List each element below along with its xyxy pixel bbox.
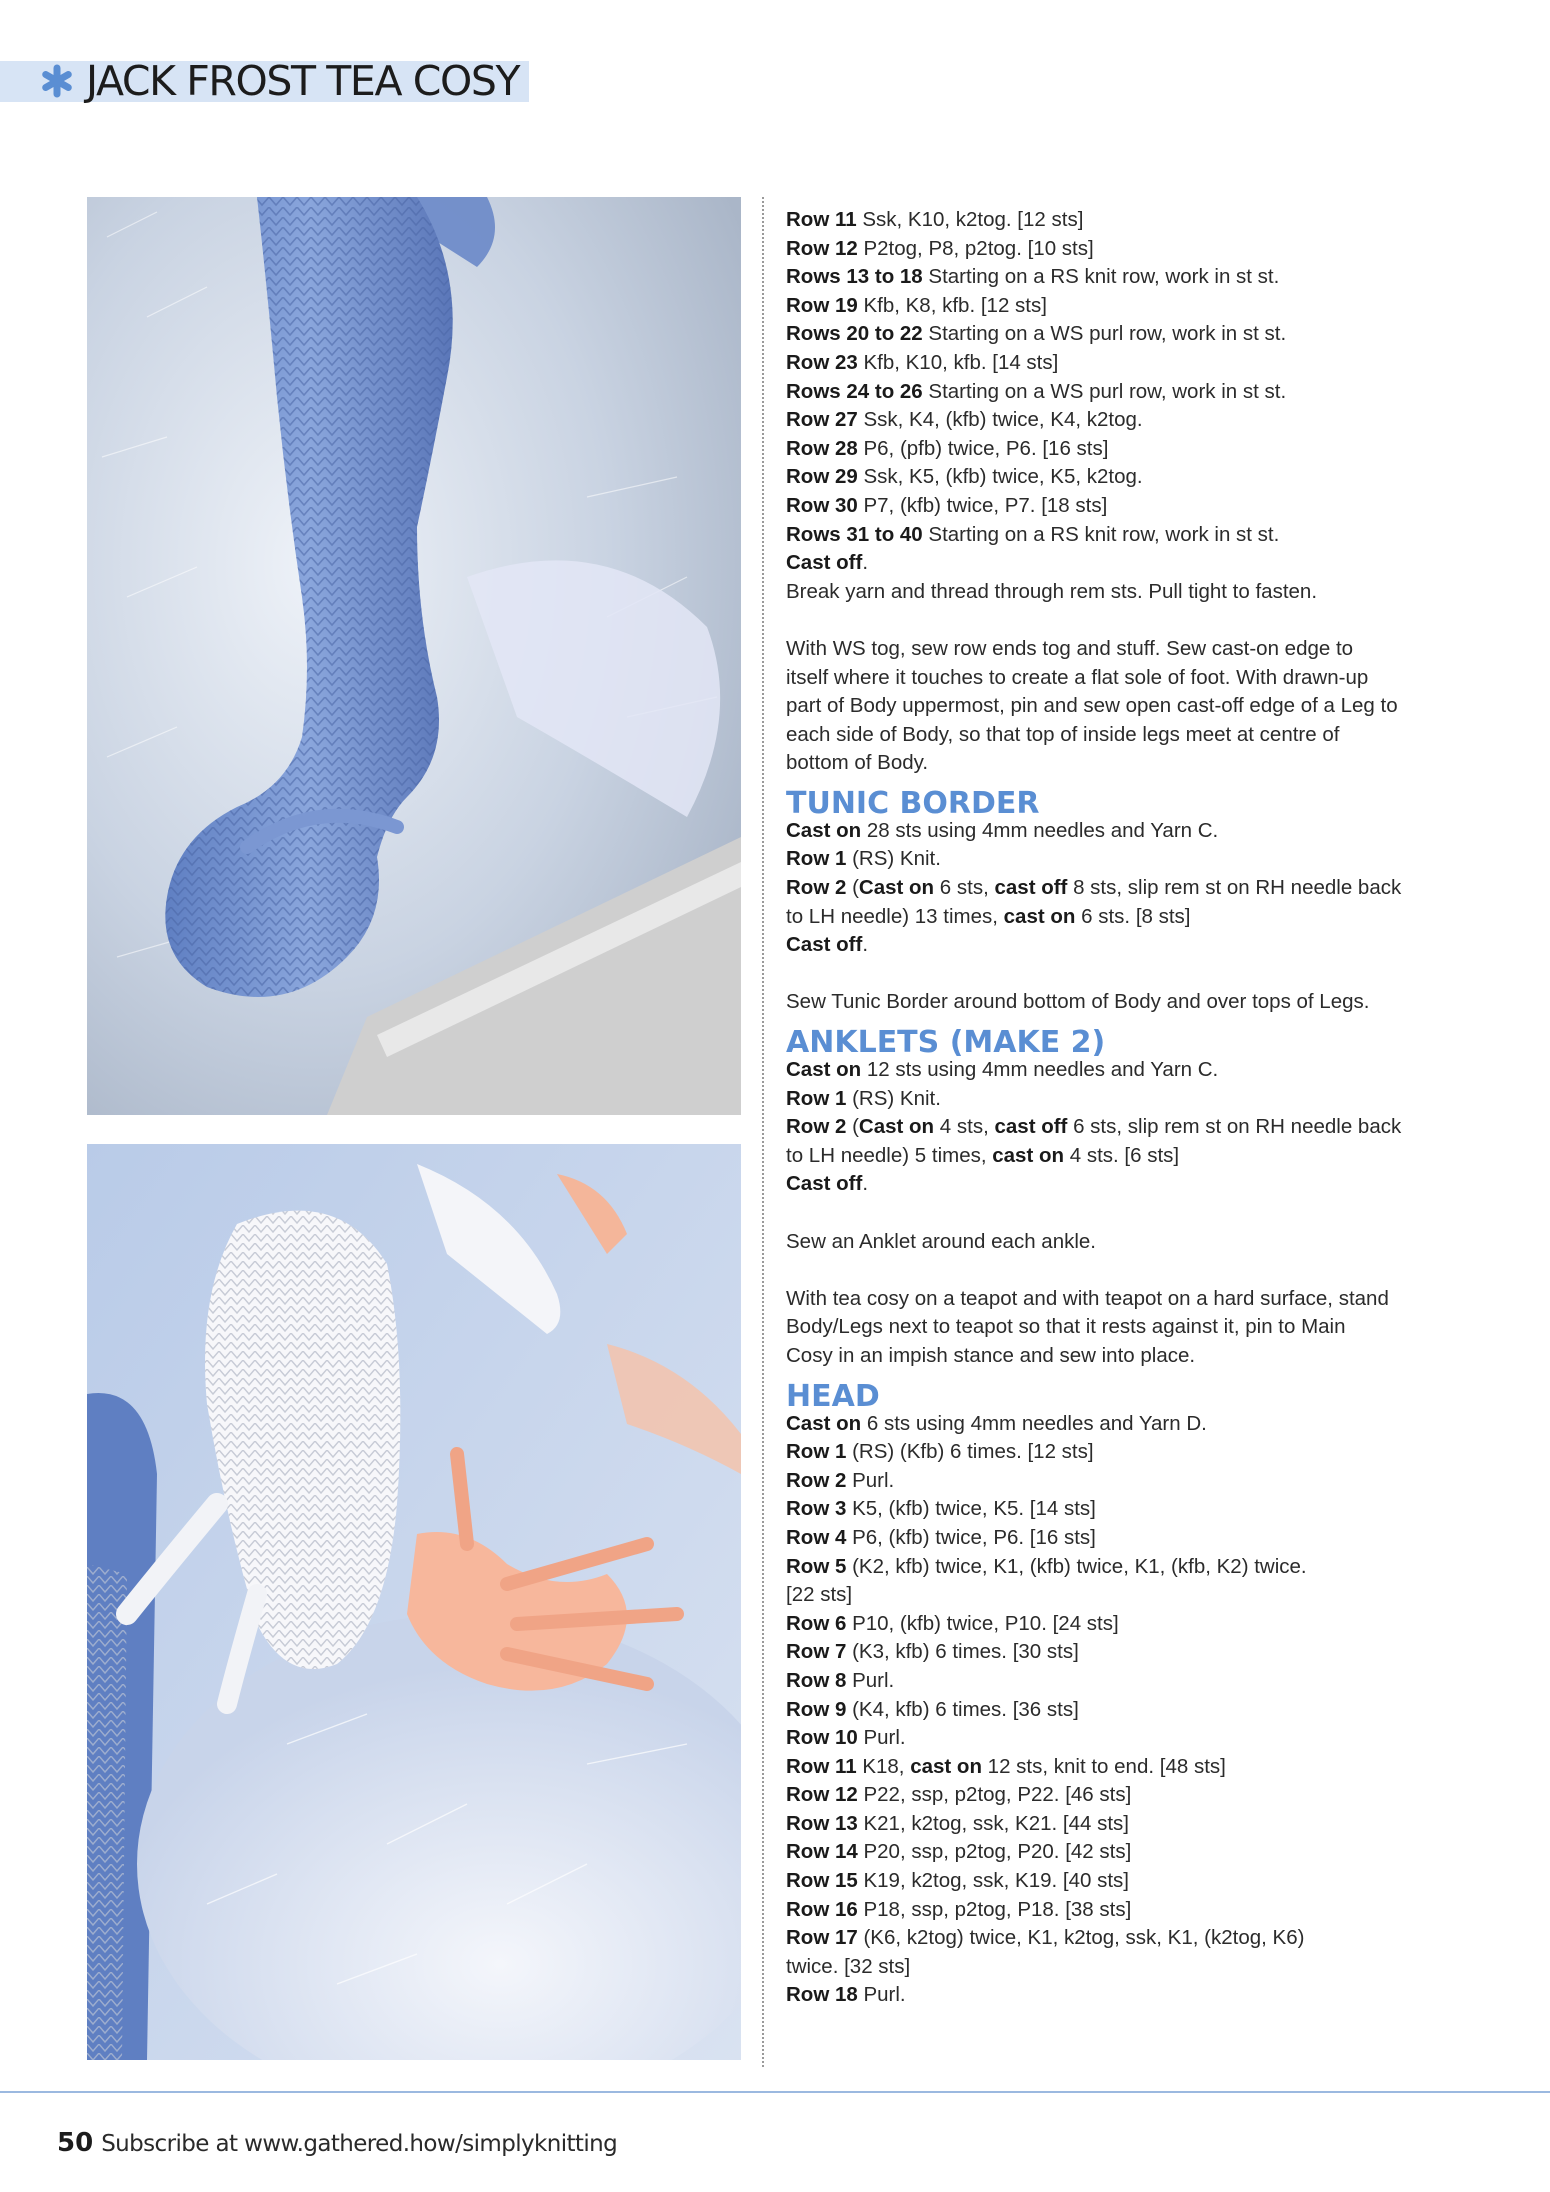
instruction-row: Row 6 P10, (kfb) twice, P10. [24 sts] (786, 1611, 1119, 1635)
instruction-row: Rows 24 to 26 Starting on a WS purl row, work in st st. (786, 379, 1287, 403)
making-up-text: With WS tog, sew row ends tog and stuff. Sew cast-on edge to (786, 636, 1354, 660)
subscribe-link[interactable]: Subscribe at www.gathered.how/simplyknitting (101, 2131, 618, 2157)
instruction-row: Row 10 Purl. (786, 1726, 906, 1750)
instruction-row: to LH needle) 5 times, cast on 4 sts. [6 sts] (786, 1143, 1180, 1167)
instruction-row: Row 9 (K4, kfb) 6 times. [36 sts] (786, 1697, 1079, 1721)
instruction-row: Row 16 P18, ssp, p2tog, P18. [38 sts] (786, 1897, 1132, 1921)
pattern-text-column (786, 206, 1458, 2010)
instruction-row: Cast off. (786, 551, 869, 575)
photo-knitted-blue-leg (87, 197, 741, 1115)
instruction-row: Row 23 Kfb, K10, kfb. [14 sts] (786, 350, 1059, 374)
instruction-row: Row 2 (Cast on 4 sts, cast off 6 sts, slip rem st on RH needle back (786, 1115, 1402, 1139)
instruction-row: Row 3 K5, (kfb) twice, K5. [14 sts] (786, 1497, 1096, 1521)
instruction-row: Row 30 P7, (kfb) twice, P7. [18 sts] (786, 493, 1108, 517)
instruction-row: Cast off. (786, 933, 869, 957)
making-up-text: Cosy in an impish stance and sew into place. (786, 1343, 1196, 1367)
instruction-row: Row 18 Purl. (786, 1983, 906, 2007)
section-heading-anklets: ANKLETS (MAKE 2) (786, 1025, 1106, 1061)
instruction-row: twice. [32 sts] (786, 1954, 911, 1978)
instruction-row: Row 28 P6, (pfb) twice, P6. [16 sts] (786, 436, 1109, 460)
instruction-row: Row 2 (Cast on 6 sts, cast off 8 sts, slip rem st on RH needle back (786, 876, 1402, 900)
instruction-row: Row 1 (RS) (Kfb) 6 times. [12 sts] (786, 1440, 1094, 1464)
instruction-row: Row 15 K19, k2tog, ssk, K19. [40 sts] (786, 1869, 1129, 1893)
instruction-row: Row 8 Purl. (786, 1668, 895, 1692)
making-up-text: each side of Body, so that top of inside legs meet at centre of (786, 722, 1340, 746)
instruction-row: Row 12 P22, ssp, p2tog, P22. [46 sts] (786, 1783, 1132, 1807)
instruction-row: Cast on 12 sts using 4mm needles and Yarn C. (786, 1058, 1219, 1082)
instruction-row: Rows 20 to 22 Starting on a WS purl row, work in st st. (786, 322, 1287, 346)
instruction-row: Break yarn and thread through rem sts. Pull tight to fasten. (786, 579, 1318, 603)
instruction-row: Cast on 28 sts using 4mm needles and Yarn C. (786, 818, 1219, 842)
making-up-text: bottom of Body. (786, 751, 929, 775)
instruction-row: Row 2 Purl. (786, 1468, 895, 1492)
making-up-text: Body/Legs next to teapot so that it rests against it, pin to Main (786, 1315, 1346, 1339)
instruction-row: to LH needle) 13 times, cast on 6 sts. [8 sts] (786, 904, 1191, 928)
instruction-row: Cast on 6 sts using 4mm needles and Yarn D. (786, 1411, 1207, 1435)
instruction-row: Rows 13 to 18 Starting on a RS knit row, work in st st. (786, 265, 1280, 289)
instruction-row: Row 11 K18, cast on 12 sts, knit to end. [48 sts] (786, 1754, 1226, 1778)
instruction-row: Row 1 (RS) Knit. (786, 847, 941, 871)
instruction-row: Row 27 Ssk, K4, (kfb) twice, K4, k2tog. (786, 408, 1143, 432)
instruction-row: Row 12 P2tog, P8, p2tog. [10 sts] (786, 236, 1094, 260)
footer-rule (0, 2091, 1550, 2093)
making-up-text: With tea cosy on a teapot and with teapot on a hard surface, stand (786, 1286, 1389, 1310)
photo-knitted-white-hands (87, 1144, 741, 2060)
making-up-text: Sew an Anklet around each ankle. (786, 1229, 1096, 1253)
section-heading-tunic-border: TUNIC BORDER (786, 785, 1040, 821)
instruction-row: Row 14 P20, ssp, p2tog, P20. [42 sts] (786, 1840, 1132, 1864)
column-divider (762, 197, 764, 2067)
instruction-row: Row 19 Kfb, K8, kfb. [12 sts] (786, 293, 1047, 317)
page-number: 50 (57, 2128, 94, 2158)
instruction-row: Row 5 (K2, kfb) twice, K1, (kfb) twice, K1, (kfb, K2) twice. (786, 1554, 1307, 1578)
page-title: JACK FROST TEA COSY (86, 57, 520, 105)
making-up-text: Sew Tunic Border around bottom of Body and over tops of Legs. (786, 990, 1370, 1014)
instruction-row: [22 sts] (786, 1583, 853, 1607)
section-heading-head: HEAD (786, 1378, 880, 1414)
instruction-row: Row 7 (K3, kfb) 6 times. [30 sts] (786, 1640, 1079, 1664)
page-footer (57, 2128, 617, 2158)
making-up-text: part of Body uppermost, pin and sew open cast-off edge of a Leg to (786, 694, 1398, 718)
instruction-row: Row 1 (RS) Knit. (786, 1086, 941, 1110)
instruction-row: Row 29 Ssk, K5, (kfb) twice, K5, k2tog. (786, 465, 1143, 489)
instruction-row: Row 13 K21, k2tog, ssk, K21. [44 sts] (786, 1811, 1129, 1835)
making-up-text: itself where it touches to create a flat sole of foot. With drawn-up (786, 665, 1369, 689)
instruction-row: Rows 31 to 40 Starting on a RS knit row, work in st st. (786, 522, 1280, 546)
instruction-row: Row 4 P6, (kfb) twice, P6. [16 sts] (786, 1525, 1096, 1549)
asterisk-icon (40, 64, 74, 98)
page-header (40, 58, 519, 104)
instruction-row: Row 17 (K6, k2tog) twice, K1, k2tog, ssk, K1, (k2tog, K6) (786, 1926, 1305, 1950)
instruction-row: Cast off. (786, 1172, 869, 1196)
instruction-row: Row 11 Ssk, K10, k2tog. [12 sts] (786, 208, 1084, 231)
